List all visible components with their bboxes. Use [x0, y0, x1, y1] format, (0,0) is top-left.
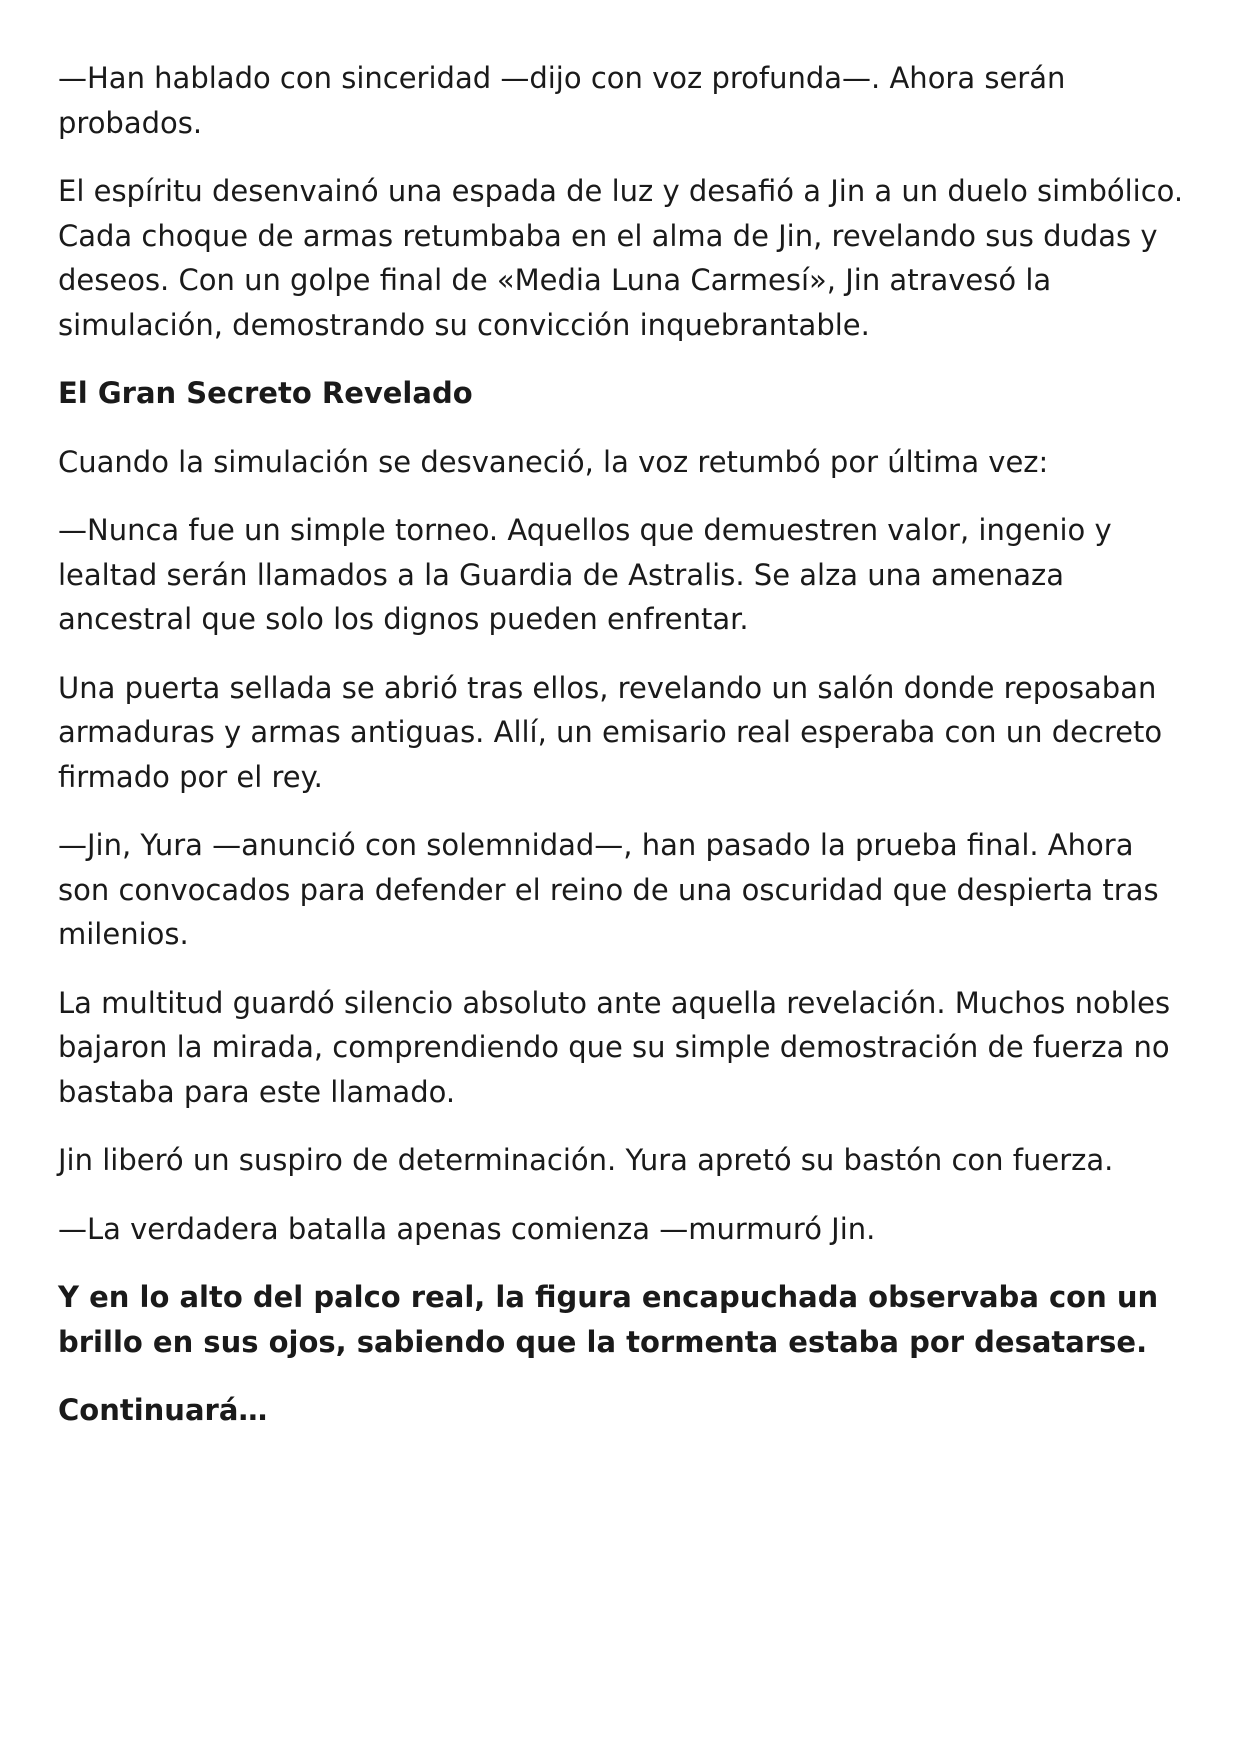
- section-heading: El Gran Secreto Revelado: [58, 376, 473, 410]
- to-be-continued: Continuará…: [58, 1393, 268, 1427]
- paragraph: Una puerta sellada se abrió tras ellos, revelando un salón donde reposaban armaduras y armas antiguas. Allí, un emisario real esperaba con un decreto firmado por el rey.: [58, 670, 1163, 794]
- document-page: [58, 56, 1198, 1457]
- paragraph: El espíritu desenvainó una espada de luz y desafió a Jin a un duelo simbólico. Cada choque de armas retumbaba en el alma de Jin, revelando sus dudas y deseos. Con un golpe final de «Media Luna Carmesí», Jin atravesó la simulación, demostrando su convicción inquebrantable.: [58, 174, 1184, 342]
- paragraph: Cuando la simulación se desvaneció, la voz retumbó por última vez:: [58, 444, 1049, 479]
- paragraph: —La verdadera batalla apenas comienza —murmuró Jin.: [58, 1211, 876, 1246]
- closing-paragraph: Y en lo alto del palco real, la figura encapuchada observaba con un brillo en sus ojos, sabiendo que la tormenta estaba por desatarse.: [58, 1280, 1159, 1359]
- paragraph: —Jin, Yura —anunció con solemnidad—, han pasado la prueba final. Ahora son convocados para defender el reino de una oscuridad que despierta tras milenios.: [58, 828, 1159, 951]
- paragraph: Jin liberó un suspiro de determinación. Yura apretó su bastón con fuerza.: [58, 1143, 1114, 1177]
- paragraph: —Nunca fue un simple torneo. Aquellos que demuestren valor, ingenio y lealtad serán llamados a la Guardia de Astralis. Se alza una amenaza ancestral que solo los dignos pueden enfrentar.: [58, 513, 1112, 636]
- paragraph: —Han hablado con sinceridad —dijo con voz profunda—. Ahora serán probados.: [58, 61, 1066, 140]
- paragraph: La multitud guardó silencio absoluto ante aquella revelación. Muchos nobles bajaron la mirada, comprendiendo que su simple demostración de fuerza no bastaba para este llamado.: [58, 985, 1171, 1109]
